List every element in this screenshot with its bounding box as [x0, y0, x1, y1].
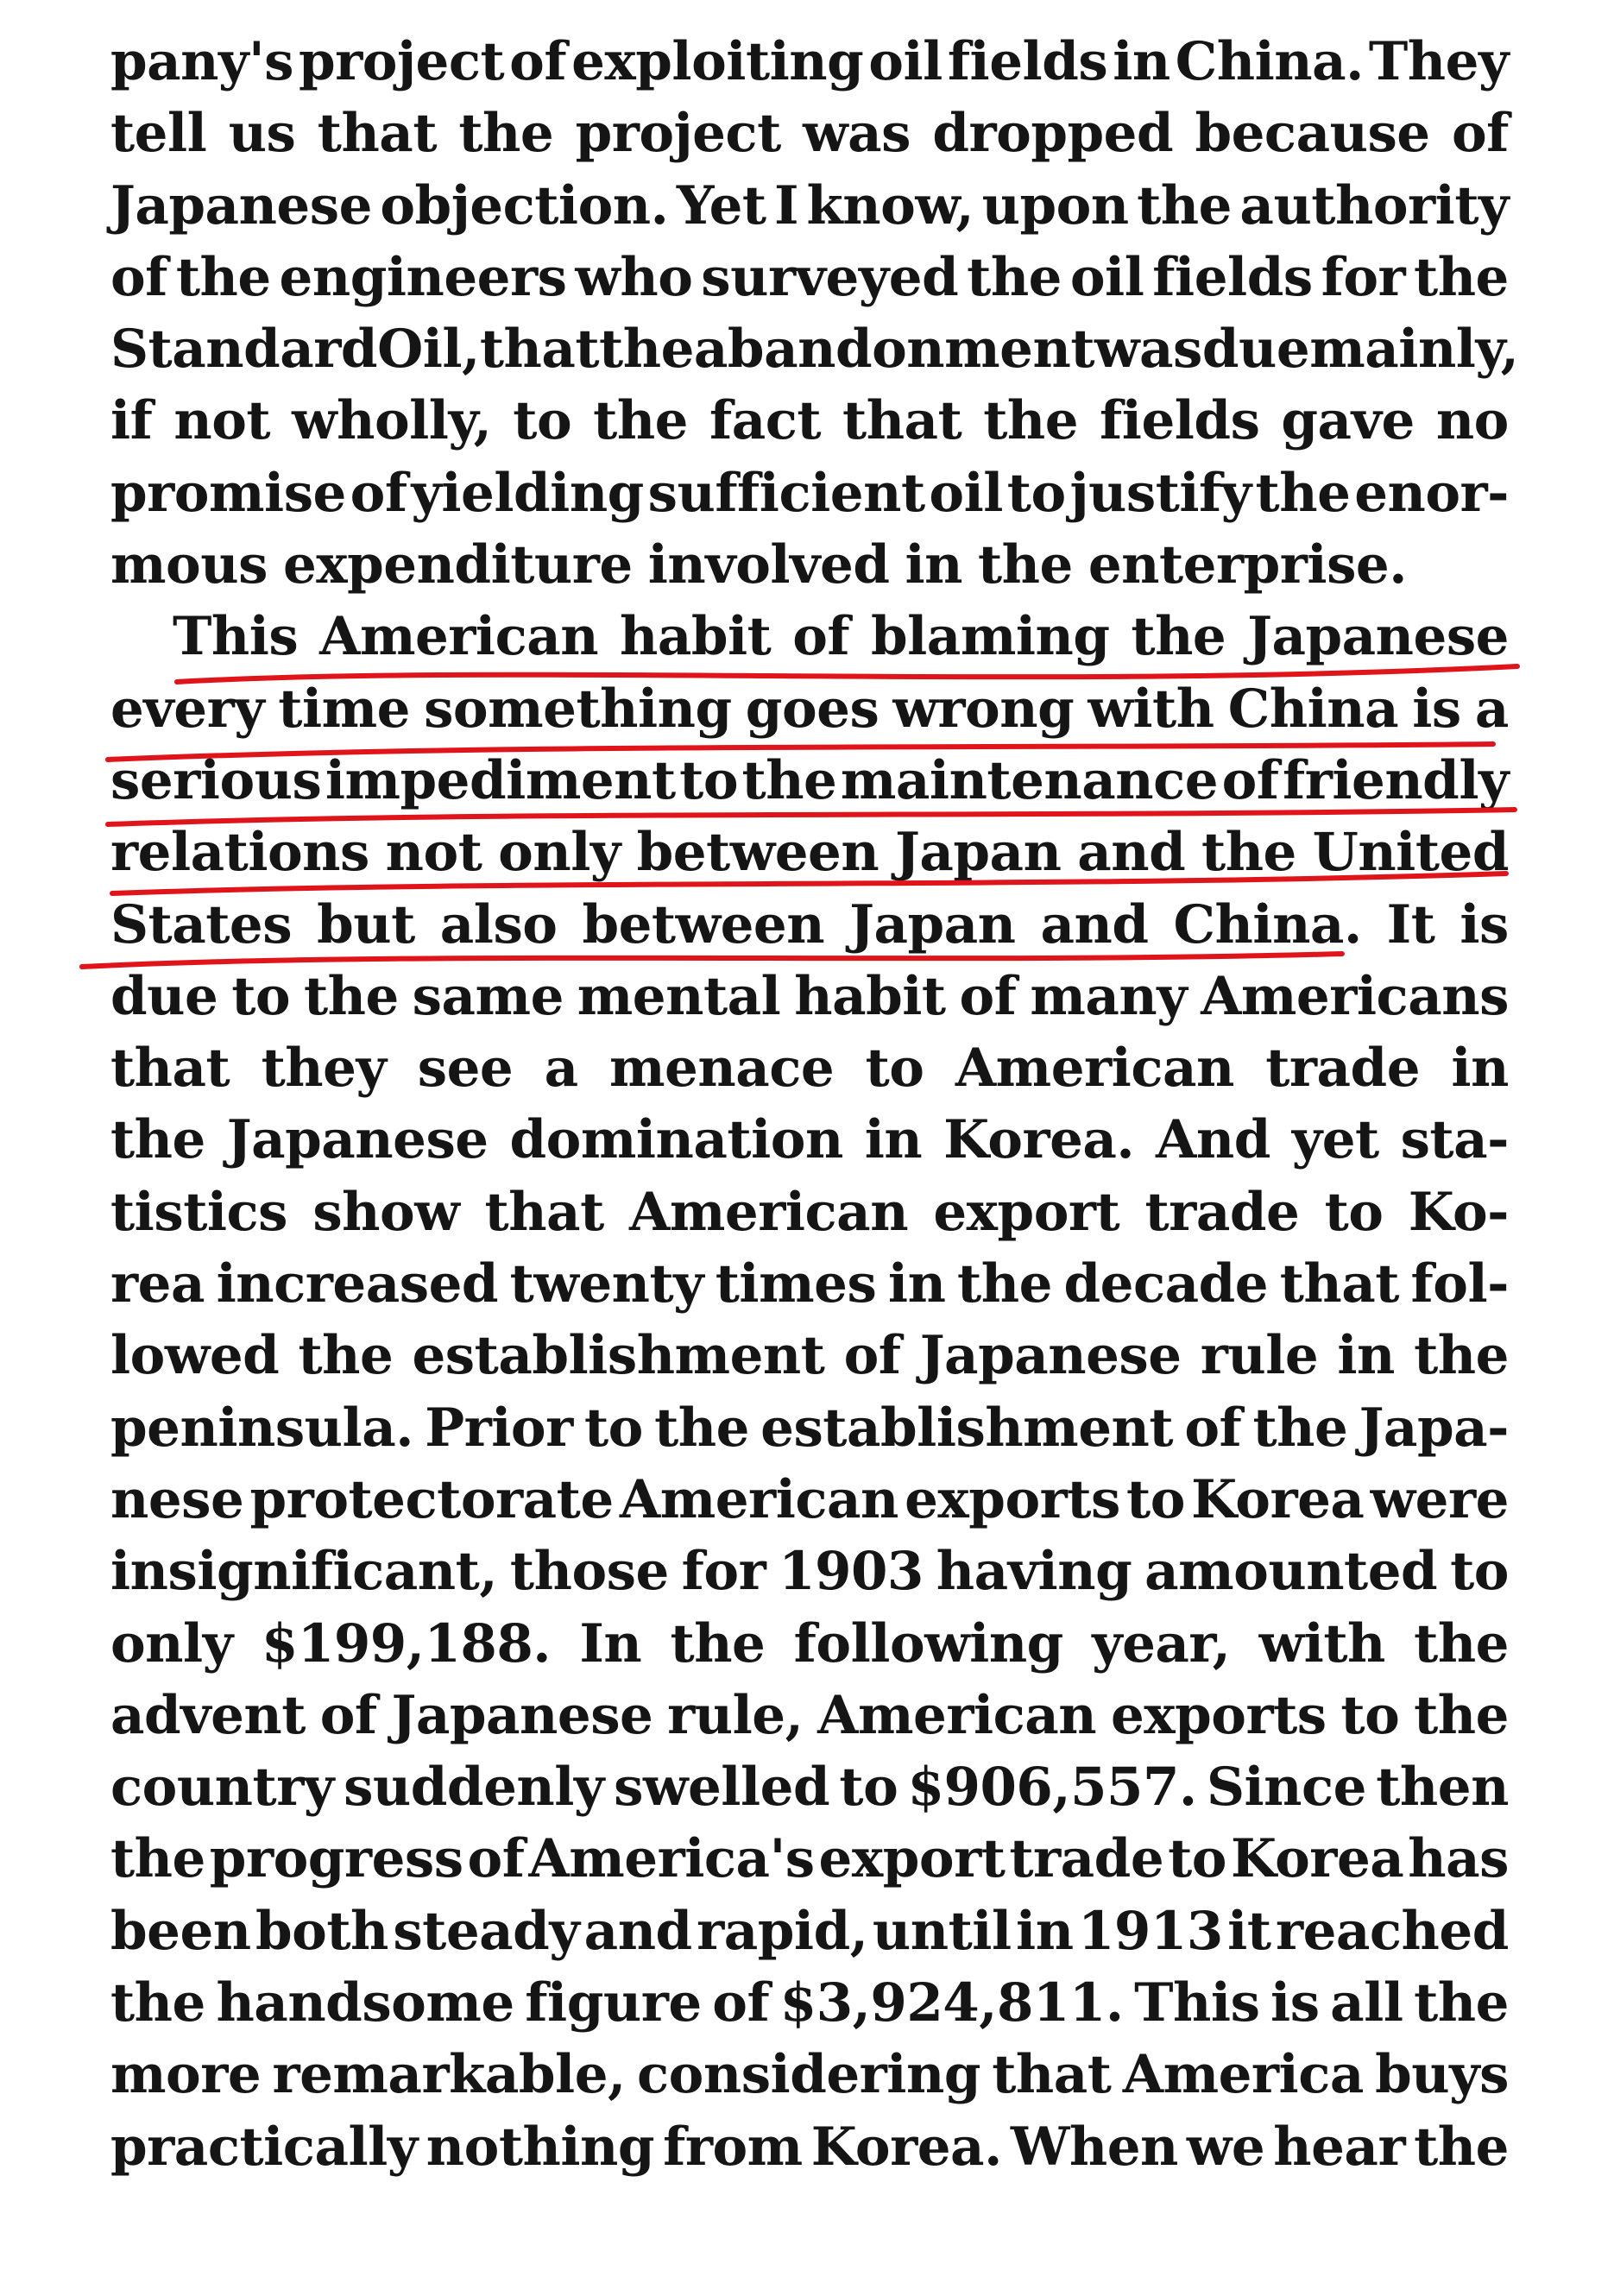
word: American [319, 606, 599, 668]
word: goes [745, 678, 880, 740]
word: Yet [676, 174, 766, 237]
word: for [1321, 246, 1406, 308]
word: the [1137, 174, 1232, 237]
word: dropped [932, 103, 1174, 165]
word: Oil, [377, 319, 480, 381]
word: to [513, 390, 572, 452]
word: Korea [1191, 1468, 1365, 1530]
word: not [385, 822, 482, 884]
word: America [1122, 2044, 1364, 2106]
word: tistics [110, 1181, 288, 1243]
word: to [679, 749, 739, 811]
word: in [905, 534, 962, 596]
word: Standard [110, 319, 378, 381]
word: pany's [110, 31, 293, 92]
word: serious [110, 749, 322, 811]
word: blaming [870, 606, 1110, 668]
word: justify [1069, 462, 1251, 524]
word: swelled [614, 1757, 830, 1819]
word: oil [868, 31, 943, 92]
text-line [110, 601, 1509, 672]
word: decade [1063, 1253, 1269, 1315]
word: $3,924,811. [779, 1972, 1124, 2034]
text-line [110, 242, 1509, 313]
word: Japanese [226, 1109, 489, 1171]
word: involved [647, 534, 890, 596]
word: mous [110, 534, 268, 596]
word: gave [1281, 390, 1415, 452]
word: the [599, 319, 694, 381]
word: the [1201, 822, 1296, 884]
word: considering [637, 2044, 980, 2106]
word: to [1126, 1468, 1185, 1530]
word: This [1134, 1972, 1260, 2034]
word: establishment [412, 1325, 825, 1387]
word: of [110, 246, 167, 308]
word: is [1460, 893, 1509, 956]
text-line [110, 1823, 1509, 1895]
word: American [629, 1181, 909, 1243]
word: fol- [1410, 1253, 1509, 1315]
word: the [967, 246, 1062, 308]
word: figure [525, 1972, 702, 2034]
word: due [110, 965, 218, 1027]
word: trade [1009, 1828, 1164, 1890]
word: habit [619, 606, 772, 668]
word: the [654, 1397, 749, 1459]
word: yet [1291, 1109, 1379, 1171]
word: expenditure [282, 534, 633, 596]
word: export [933, 1181, 1120, 1243]
word: due [1201, 319, 1310, 381]
word: When [1010, 2116, 1178, 2178]
word: that [317, 103, 437, 165]
word: every [110, 678, 265, 740]
word: if [110, 390, 153, 452]
word: rapid, [697, 1900, 868, 1962]
word: menace [609, 1038, 835, 1100]
word: China. [1173, 893, 1362, 956]
word: advent [110, 1684, 306, 1746]
word: America's [528, 1828, 815, 1890]
word: in [864, 1109, 923, 1171]
text-line [110, 673, 1509, 745]
word: that [842, 390, 962, 452]
text-line [110, 817, 1509, 888]
word: In [579, 1612, 642, 1675]
text-line [110, 1248, 1509, 1320]
word: Japanese [110, 174, 372, 237]
word: Korea. [943, 1109, 1135, 1171]
word: oil [1069, 246, 1144, 308]
word: of [959, 965, 1017, 1027]
word: surveyed [701, 246, 959, 308]
word: in [1337, 1325, 1395, 1387]
word: handsome [216, 1972, 514, 2034]
word: enterprise. [1088, 534, 1407, 596]
word: I [774, 174, 799, 237]
word: been [110, 1900, 251, 1962]
word: was [1094, 319, 1202, 381]
word: between [582, 893, 825, 956]
word: that [1279, 1253, 1399, 1315]
word: establishment [760, 1397, 1174, 1459]
word: know, [806, 174, 974, 237]
word: times [715, 1253, 877, 1315]
word: the [1255, 462, 1351, 524]
word: a [1474, 678, 1509, 740]
word: China [1227, 678, 1399, 740]
word: remarkable, [272, 2044, 626, 2106]
word: that [479, 319, 600, 381]
word: the [670, 1612, 766, 1675]
word: fact [709, 390, 822, 452]
word: maintenance [840, 749, 1219, 811]
text-line [110, 1320, 1509, 1391]
word: practically [110, 2116, 418, 2178]
word: 1913 [1077, 1900, 1223, 1962]
word: American [955, 1038, 1234, 1100]
word: rule, [667, 1684, 804, 1746]
word: the [458, 103, 554, 165]
word: in [887, 1253, 946, 1315]
word: for [681, 1541, 766, 1603]
word: domination [509, 1109, 843, 1171]
text-line [110, 1751, 1509, 1823]
word: engineers [279, 246, 567, 308]
word: that [484, 1181, 604, 1243]
word: amounted [1144, 1541, 1438, 1603]
text-line [110, 1680, 1509, 1751]
text-line [110, 313, 1519, 385]
word: promise [110, 462, 346, 524]
word: with [1258, 1612, 1385, 1675]
word: the [110, 1828, 205, 1890]
word: is [1412, 678, 1461, 740]
text-line [110, 385, 1509, 457]
word: same [412, 965, 564, 1027]
word: to [1450, 1541, 1509, 1603]
word: buys [1375, 2044, 1509, 2106]
word: the [1414, 1325, 1509, 1387]
word: the [1414, 2116, 1509, 2178]
word: and [583, 1900, 692, 1962]
word: exports [1110, 1684, 1327, 1746]
word: fields [1152, 246, 1313, 308]
word: with [1088, 678, 1214, 740]
word: having [936, 1541, 1132, 1603]
word: of [1451, 103, 1509, 165]
word: only [110, 1612, 233, 1675]
word: suddenly [344, 1757, 604, 1819]
word: to [1324, 1181, 1384, 1243]
word: United [1312, 822, 1509, 884]
word: following [793, 1612, 1063, 1675]
word: and [1077, 822, 1186, 884]
word: They [1368, 31, 1509, 92]
word: Korea. [810, 2116, 1002, 2178]
word: to [1168, 1828, 1226, 1890]
word: project [298, 31, 505, 92]
word: Since [1206, 1757, 1366, 1819]
word: of [792, 606, 850, 668]
word: the [1131, 606, 1226, 668]
word: the [1414, 1972, 1509, 2034]
word: the [1414, 1684, 1509, 1746]
word: and [1040, 893, 1149, 956]
word: of [712, 1972, 770, 2034]
word: Japanese [1247, 606, 1509, 668]
word: to [1340, 1684, 1400, 1746]
word: of [843, 1325, 901, 1387]
word: something [424, 678, 732, 740]
word: hear [1273, 2116, 1406, 2178]
word: not [173, 390, 271, 452]
word: the [983, 390, 1079, 452]
word: that [110, 1038, 230, 1100]
word: twenty [509, 1253, 704, 1315]
word: the [1252, 1397, 1348, 1459]
text-line [110, 1032, 1509, 1104]
word: habit [794, 965, 946, 1027]
word: of [467, 1828, 525, 1890]
text-line [110, 1392, 1509, 1464]
word: peninsula. [110, 1397, 413, 1459]
word: Prior [425, 1397, 573, 1459]
word: were [1370, 1468, 1509, 1530]
word: Americans [1201, 965, 1509, 1027]
word: exploiting [571, 31, 864, 92]
word: mainly, [1309, 319, 1519, 381]
text-line [110, 170, 1509, 242]
word: to [231, 965, 291, 1027]
word: China. [1175, 31, 1364, 92]
word: exports [905, 1468, 1120, 1530]
word: the [741, 749, 837, 811]
word: oil [929, 462, 1003, 524]
text-line [110, 2039, 1509, 2110]
text-line [110, 1104, 1509, 1176]
word: And [1156, 1109, 1270, 1171]
word: Japa- [1359, 1397, 1509, 1459]
word: both [255, 1900, 388, 1962]
word: the [303, 965, 399, 1027]
word: friendly [1282, 749, 1509, 811]
word: it [1227, 1900, 1271, 1962]
text-line [110, 889, 1509, 961]
text-line [110, 1176, 1509, 1248]
word: show [312, 1181, 460, 1243]
word: in [1451, 1038, 1509, 1100]
word: Japanese [391, 1684, 653, 1746]
word: It [1386, 893, 1435, 956]
word: the [110, 1109, 205, 1171]
word: in [1016, 1900, 1074, 1962]
text-line [110, 745, 1509, 817]
word: Korea [1230, 1828, 1404, 1890]
text-line [110, 457, 1509, 529]
word: was [803, 103, 911, 165]
word: progress [209, 1828, 463, 1890]
word: American [619, 1468, 898, 1530]
word: more [110, 2044, 262, 2106]
word: until [872, 1900, 1012, 1962]
word: States [110, 893, 293, 956]
word: wrong [892, 678, 1075, 740]
word: country [110, 1757, 334, 1819]
word: nese [110, 1468, 244, 1530]
word: authority [1239, 174, 1509, 237]
word: This [173, 606, 299, 668]
word: between [636, 822, 880, 884]
word: but [317, 893, 415, 956]
text-line [110, 2111, 1509, 2183]
word: sta- [1400, 1109, 1509, 1171]
word: the [593, 390, 688, 452]
word: from [663, 2116, 803, 2178]
word: steady [393, 1900, 580, 1962]
word: relations [110, 822, 369, 884]
word: all [1330, 1972, 1403, 2034]
word: the [175, 246, 271, 308]
word: to [839, 1757, 898, 1819]
word: $199,188. [261, 1612, 552, 1675]
word: they [261, 1038, 387, 1100]
word: $906,557. [907, 1757, 1197, 1819]
word: of [319, 1684, 377, 1746]
word: abandonment [693, 319, 1095, 381]
word: us [228, 103, 296, 165]
word: has [1408, 1828, 1509, 1890]
word: upon [981, 174, 1129, 237]
word: the [978, 534, 1073, 596]
text-line [110, 98, 1509, 169]
text-line [110, 26, 1509, 98]
word: to [583, 1397, 643, 1459]
word: fields [947, 31, 1108, 92]
text-line [110, 961, 1509, 1032]
word: only [498, 822, 621, 884]
text-line [110, 529, 1509, 601]
word: insignificant, [110, 1541, 498, 1603]
word: sufficient [647, 462, 925, 524]
word: because [1195, 103, 1430, 165]
word: a [544, 1038, 578, 1100]
word: objection. [380, 174, 669, 237]
text-line [110, 1967, 1509, 2039]
word: to [865, 1038, 924, 1100]
word: lowed [110, 1325, 280, 1387]
word: Japan [849, 893, 1016, 956]
word: export [818, 1828, 1006, 1890]
word: who [575, 246, 693, 308]
word: fields [1100, 390, 1260, 452]
word: American [817, 1684, 1097, 1746]
text-line [110, 1464, 1509, 1536]
word: of [1184, 1397, 1242, 1459]
word: then [1376, 1757, 1509, 1819]
word: of [350, 462, 407, 524]
word: reached [1275, 1900, 1509, 1962]
word: no [1435, 390, 1509, 452]
word: impediment [325, 749, 676, 811]
word: protectorate [249, 1468, 614, 1530]
word: of [1221, 749, 1279, 811]
word: rea [110, 1253, 205, 1315]
word: see [417, 1038, 514, 1100]
text-line [110, 1536, 1509, 1607]
word: in [1113, 31, 1170, 92]
body-text [110, 26, 1519, 2183]
word: year, [1092, 1612, 1231, 1675]
word: the [1414, 246, 1509, 308]
word: increased [216, 1253, 499, 1315]
word: 1903 [779, 1541, 924, 1603]
text-line [110, 1608, 1509, 1680]
word: we [1186, 2116, 1265, 2178]
word: tell [110, 103, 207, 165]
word: that [992, 2044, 1112, 2106]
word: also [439, 893, 558, 956]
text-line [110, 1895, 1509, 1967]
word: trade [1265, 1038, 1421, 1100]
word: mental [577, 965, 781, 1027]
word: trade [1144, 1181, 1300, 1243]
word: rule [1200, 1325, 1319, 1387]
word: the [957, 1253, 1052, 1315]
word: of [509, 31, 567, 92]
word: project [575, 103, 781, 165]
word: Japanese [919, 1325, 1182, 1387]
word: the [1414, 1612, 1509, 1675]
word: is [1270, 1972, 1320, 2034]
word: the [110, 1972, 205, 2034]
word: nothing [426, 2116, 655, 2178]
word: enor- [1354, 462, 1509, 524]
word: Ko- [1408, 1181, 1509, 1243]
word: to [1006, 462, 1066, 524]
word: the [298, 1325, 394, 1387]
word: wholly, [292, 390, 492, 452]
word: those [509, 1541, 669, 1603]
word: many [1030, 965, 1188, 1027]
word: yielding [411, 462, 644, 524]
word: time [278, 678, 410, 740]
word: Japan [895, 822, 1062, 884]
